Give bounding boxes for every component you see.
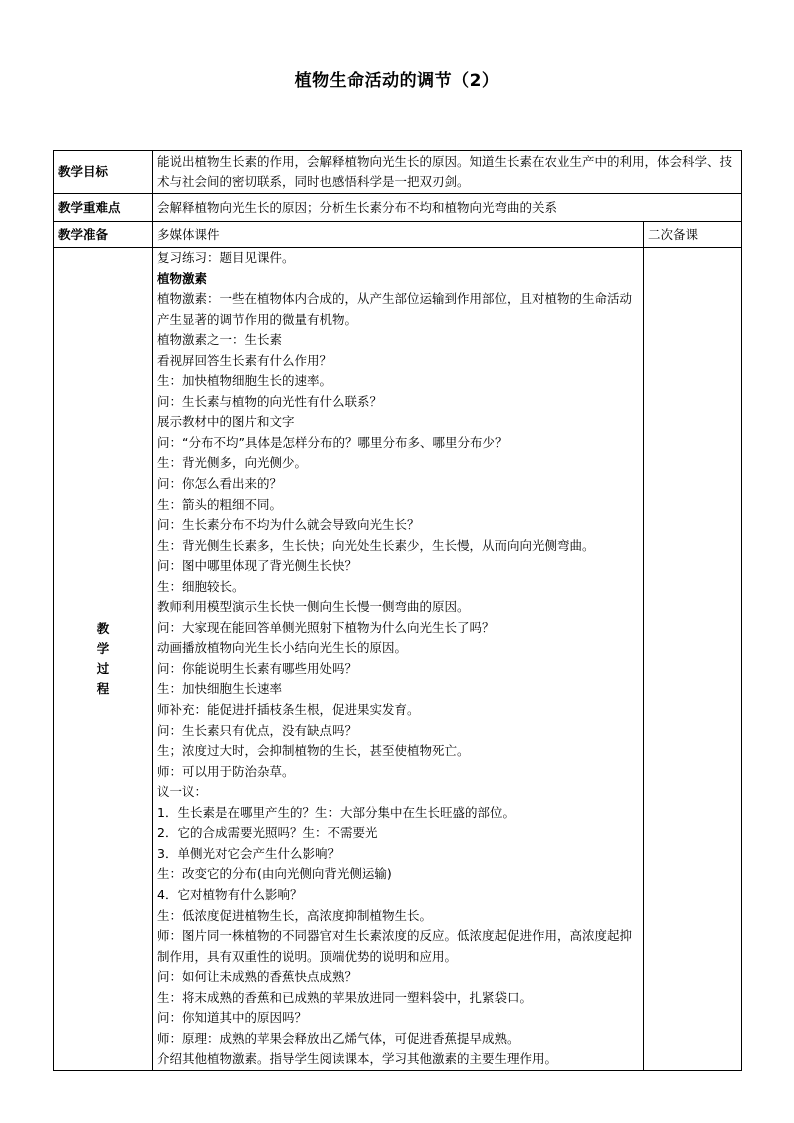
process-line: 展示教材中的图片和文字 <box>157 414 295 430</box>
process-line: 问：你知道其中的原因吗？ <box>157 1010 308 1026</box>
process-line: 看视屏回答生长素有什么作用？ <box>157 352 333 368</box>
prep-row <box>54 222 742 248</box>
process-line: 问：生长素与植物的向光性有什么联系？ <box>157 393 383 409</box>
process-line: 1．生长素是在哪里产生的？生：大部分集中在生长旺盛的部位。 <box>157 804 515 820</box>
process-line: 介绍其他植物激素。指导学生阅读课本，学习其他激素的主要生理作用。 <box>157 1051 558 1067</box>
process-line: 问：你怎么看出来的？ <box>157 476 283 492</box>
process-line: 复习练习：题目见课件。 <box>157 250 295 265</box>
process-line: 生：背光侧多，向光侧少。 <box>157 455 308 471</box>
process-line: 师：可以用于防治杂草。 <box>157 763 295 779</box>
process-line: 问：生长素只有优点，没有缺点吗？ <box>157 722 358 738</box>
process-line: 生：低浓度促进植物生长，高浓度抑制植物生长。 <box>157 907 433 923</box>
process-content <box>153 248 644 1071</box>
key-row <box>54 194 742 222</box>
process-line: 生：加快细胞生长速率 <box>157 681 283 697</box>
process-line: 问：你能说明生长素有哪些用处吗？ <box>157 660 358 676</box>
process-line: 生：细胞较长。 <box>157 578 245 594</box>
process-line: 4．它对植物有什么影响？ <box>157 886 303 902</box>
process-line: 生；浓度过大时，会抑制植物的生长，甚至使植物死亡。 <box>157 743 470 759</box>
prep-label: 教学准备 <box>54 222 153 248</box>
process-label <box>54 248 153 1071</box>
process-line: 议一议： <box>157 784 208 800</box>
process-line: 生：改变它的分布(由向光侧向背光侧运输) <box>157 866 392 882</box>
process-row <box>54 248 742 1071</box>
process-line: 教师利用模型演示生长快一侧向生长慢一侧弯曲的原因。 <box>157 599 470 615</box>
process-line: 生：箭头的粗细不同。 <box>157 496 283 512</box>
process-line: 植物激素之一：生长素 <box>157 332 283 348</box>
backup-column <box>644 248 742 1071</box>
lesson-plan-table <box>53 150 742 1071</box>
page-title: 植物生命活动的调节（2） <box>294 71 500 91</box>
process-label-char: 过 <box>96 660 110 676</box>
process-line: 2．它的合成需要光照吗？生：不需要光 <box>157 825 378 841</box>
goal-row <box>54 151 742 194</box>
process-line: 问：生长素分布不均为什么就会导致向光生长？ <box>157 517 420 533</box>
process-label-char: 学 <box>96 640 110 656</box>
process-line: 生：将末成熟的香蕉和已成熟的苹果放进同一塑料袋中，扎紧袋口。 <box>157 989 533 1005</box>
goal-label: 教学目标 <box>54 151 153 194</box>
process-label-char: 教 <box>96 620 110 636</box>
process-line: 问：如何让未成熟的香蕉快点成熟？ <box>157 969 358 985</box>
process-line: 生：加快植物细胞生长的速率。 <box>157 373 333 389</box>
process-line: 生：背光侧生长素多，生长快；向光处生长素少，生长慢，从而向向光侧弯曲。 <box>157 537 595 553</box>
process-label-char: 程 <box>96 680 110 696</box>
process-heading: 植物激素 <box>157 270 208 286</box>
goal-text: 能说出植物生长素的作用，会解释植物向光生长的原因。知道生长素在农业生产中的利用，体会科学、技术与社会间的密切联系，同时也感悟科学是一把双刃剑。 <box>153 151 742 194</box>
process-line: 植物激素：一些在植物体内合成的，从产生部位运输到作用部位，且对植物的生命活动产生显著的调节作用的微量有机物。 <box>157 291 633 327</box>
process-line: 动画播放植物向光生长小结向光生长的原因。 <box>157 640 408 656</box>
key-label: 教学重难点 <box>54 194 153 222</box>
process-line: 3．单侧光对它会产生什么影响？ <box>157 845 340 861</box>
backup-label: 二次备课 <box>644 222 742 248</box>
key-text: 会解释植物向光生长的原因；分析生长素分布不均和植物向光弯曲的关系 <box>153 194 742 222</box>
process-line: 师：图片同一株植物的不同器官对生长素浓度的反应。低浓度起促进作用，高浓度起抑制作用，具有双重性的说明。顶端优势的说明和应用。 <box>157 928 633 964</box>
process-line: 师补充：能促进扦插枝条生根，促进果实发育。 <box>157 702 420 718</box>
process-line: 问：“分布不均”具体是怎样分布的？哪里分布多、哪里分布少？ <box>157 434 508 450</box>
process-line: 问：大家现在能回答单侧光照射下植物为什么向光生长了吗？ <box>157 619 495 635</box>
process-line: 问：图中哪里体现了背光侧生长快？ <box>157 558 358 574</box>
process-line: 师：原理：成熟的苹果会释放出乙烯气体，可促进香蕉提早成熟。 <box>157 1030 520 1046</box>
prep-text: 多媒体课件 <box>153 222 644 248</box>
